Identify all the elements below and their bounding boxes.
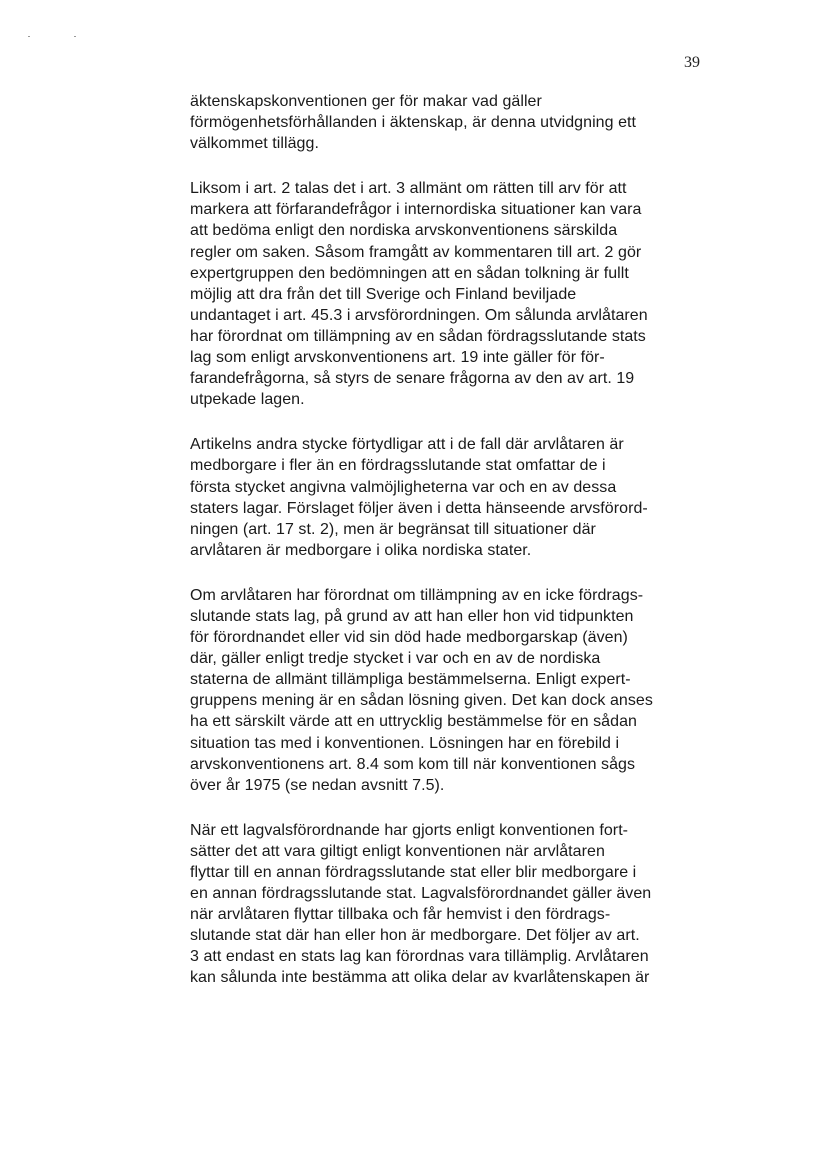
text-line: har förordnat om tillämpning av en sådan fördragsslutande stats xyxy=(190,327,646,345)
text-line: Artikelns andra stycke förtydligar att i de fall där arvlåtaren är xyxy=(190,436,624,454)
text-line: när arvlåtaren flyttar tillbaka och får hemvist i den fördrags- xyxy=(190,906,611,924)
text-line: arvskonventionens art. 8.4 som kom till när konventionen sågs xyxy=(190,755,636,773)
text-line: slutande stats lag, på grund av att han eller hon vid tidpunkten xyxy=(190,607,634,625)
text-line: äktenskapskonventionen ger för makar vad gäller xyxy=(190,93,542,110)
text-line: 3 att endast en stats lag kan förordnas vara tillämplig. Arvlåtaren xyxy=(190,948,649,966)
text-line: över år 1975 (se nedan avsnitt 7.5). xyxy=(190,776,445,794)
text-line: slutande stat där han eller hon är medborgare. Det följer av art. xyxy=(190,927,640,945)
text-line: att bedöma enligt den nordiska arvskonventionens särskilda xyxy=(190,222,618,240)
text-line: för förordnandet eller vid sin död hade medborgarskap (även) xyxy=(190,629,628,647)
text-line: första stycket angivna valmöjligheterna var och en av dessa xyxy=(190,478,617,496)
text-line: regler om saken. Såsom framgått av kommentaren till art. 2 gör xyxy=(190,243,642,261)
text-line: arvlåtaren är medborgare i olika nordiska stater. xyxy=(190,541,532,559)
text-line: Om arvlåtaren har förordnat om tillämpning av en icke fördrags- xyxy=(190,586,644,604)
scan-speck xyxy=(74,36,76,37)
text-line: kan sålunda inte bestämma att olika delar av kvarlåtenskapen är xyxy=(190,969,650,987)
text-line: farandefrågorna, så styrs de senare frågorna av den av art. 19 xyxy=(190,370,635,388)
text-line: staterna de allmänt tillämpliga bestämmelserna. Enligt expert- xyxy=(190,671,631,689)
text-line: expertgruppen den bedömningen att en sådan tolkning är fullt xyxy=(190,264,629,282)
text-line: sätter det att vara giltigt enligt konventionen när arvlåtaren xyxy=(190,842,605,860)
text-line: När ett lagvalsförordnande har gjorts enligt konventionen fort- xyxy=(190,821,629,839)
text-line: välkommet tillägg. xyxy=(190,135,319,153)
text-line: Liksom i art. 2 talas det i art. 3 allmänt om rätten till arv för att xyxy=(190,180,627,198)
text-line: utpekade lagen. xyxy=(190,391,305,409)
scan-speck xyxy=(28,36,30,37)
text-line: förmögenhetsförhållanden i äktenskap, är denna utvidgning ett xyxy=(190,114,637,132)
text-line: en annan fördragsslutande stat. Lagvalsförordnandet gäller även xyxy=(190,885,652,903)
paragraph-4 xyxy=(190,585,710,796)
text-line: situation tas med i konventionen. Lösningen har en förebild i xyxy=(190,734,620,752)
text-line: flyttar till en annan fördragsslutande stat eller blir medborgare i xyxy=(190,864,637,881)
document-body xyxy=(190,91,710,1013)
paragraph-1 xyxy=(190,91,710,154)
text-line: markera att förfarandefrågor i internordiska situationer kan vara xyxy=(190,201,642,219)
text-line: staters lagar. Förslaget följer även i detta hänseende arvsförord- xyxy=(190,499,648,517)
text-line: medborgare i fler än en fördragsslutande stat omfattar de i xyxy=(190,457,606,475)
text-line: ha ett särskilt värde att en uttrycklig bestämmelse för en sådan xyxy=(190,713,637,731)
text-line: ningen (art. 17 st. 2), men är begränsat till situationer där xyxy=(190,520,596,538)
paragraph-3 xyxy=(190,434,710,561)
text-line: gruppens mening är en sådan lösning given. Det kan dock anses xyxy=(190,692,653,710)
text-line: lag som enligt arvskonventionens art. 19 inte gäller för för- xyxy=(190,349,605,367)
page-number: 39 xyxy=(684,54,700,71)
paragraph-5 xyxy=(190,820,710,989)
paragraph-2 xyxy=(190,178,710,410)
text-line: undantaget i art. 45.3 i arvsförordningen. Om sålunda arvlåtaren xyxy=(190,306,648,324)
text-line: där, gäller enligt tredje stycket i var och en av de nordiska xyxy=(190,650,601,668)
text-line: möjlig att dra från det till Sverige och Finland beviljade xyxy=(190,285,577,303)
